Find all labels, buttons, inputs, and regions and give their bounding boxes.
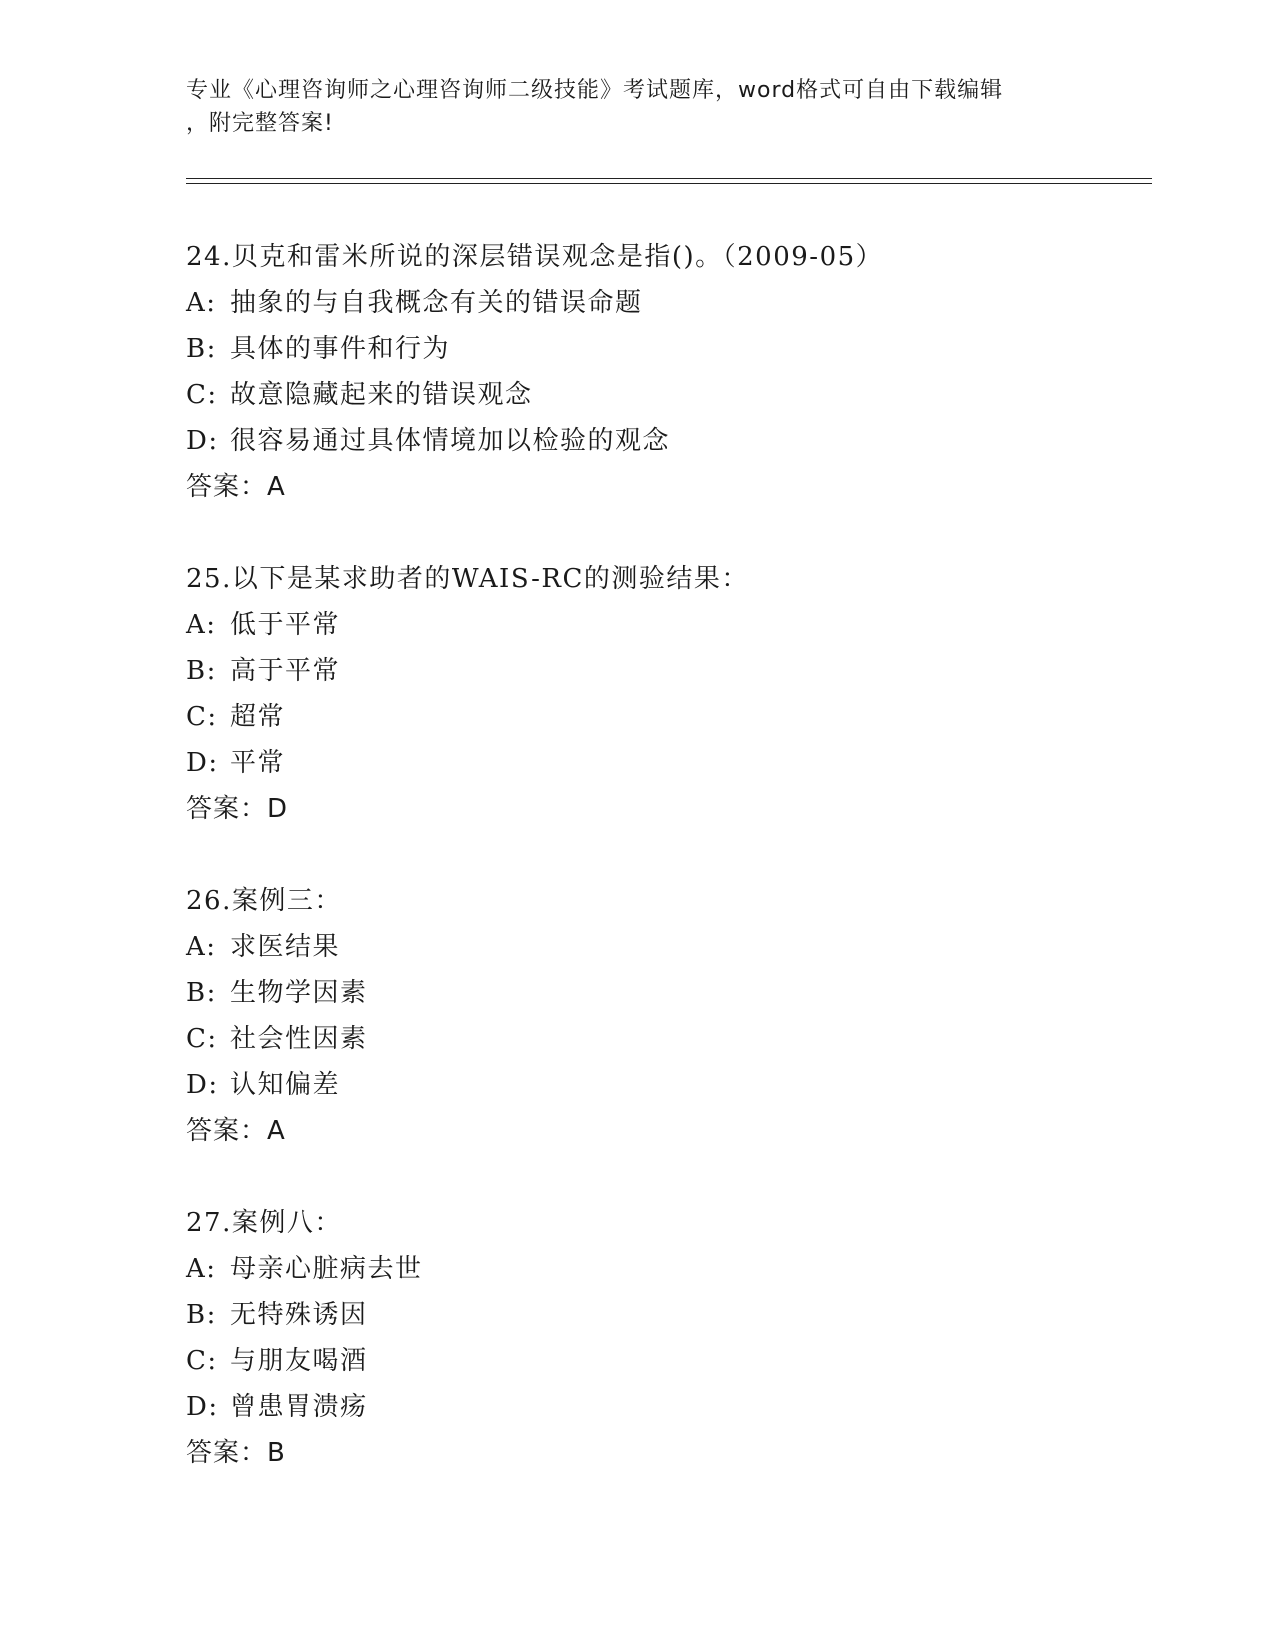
option-text: 曾患胃溃疡 <box>230 1392 368 1422</box>
option-c <box>186 1338 1146 1384</box>
option-d <box>186 1384 1146 1430</box>
question-26 <box>186 878 1146 1154</box>
question-25 <box>186 556 1146 832</box>
option-letter: D: <box>186 426 219 456</box>
option-a <box>186 1246 1146 1292</box>
option-text: 母亲心脏病去世 <box>230 1254 423 1284</box>
option-b <box>186 326 1146 372</box>
option-c <box>186 694 1146 740</box>
question-stem: 25.以下是某求助者的WAIS-RC的测验结果： <box>186 564 749 594</box>
document-header <box>186 74 1086 140</box>
header-divider-top <box>186 178 1152 179</box>
option-b <box>186 970 1146 1016</box>
option-b <box>186 1292 1146 1338</box>
header-line-2: ，附完整答案! <box>186 111 334 136</box>
answer-line: 答案：B <box>186 1438 286 1468</box>
option-d <box>186 740 1146 786</box>
option-letter: B: <box>186 978 217 1008</box>
option-letter: C: <box>186 702 218 732</box>
option-text: 超常 <box>230 702 286 732</box>
option-a <box>186 280 1146 326</box>
option-letter: D: <box>186 1070 219 1100</box>
header-divider-bottom <box>186 183 1152 184</box>
option-text: 无特殊诱因 <box>230 1300 368 1330</box>
question-stem: 27.案例八： <box>186 1208 342 1238</box>
option-letter: B: <box>186 334 217 364</box>
option-letter: D: <box>186 1392 219 1422</box>
option-d <box>186 418 1146 464</box>
option-text: 低于平常 <box>230 610 341 640</box>
option-text: 认知偏差 <box>230 1070 341 1100</box>
option-letter: A: <box>186 288 217 318</box>
option-c <box>186 1016 1146 1062</box>
option-b <box>186 648 1146 694</box>
option-c <box>186 372 1146 418</box>
option-letter: A: <box>186 932 217 962</box>
option-letter: C: <box>186 380 218 410</box>
header-line-1: 专业《心理咨询师之心理咨询师二级技能》考试题库，word格式可自由下载编辑 <box>186 78 1004 103</box>
option-letter: B: <box>186 656 217 686</box>
option-text: 很容易通过具体情境加以检验的观念 <box>230 426 671 456</box>
option-d <box>186 1062 1146 1108</box>
option-text: 社会性因素 <box>230 1024 368 1054</box>
option-text: 高于平常 <box>230 656 341 686</box>
option-text: 求医结果 <box>230 932 341 962</box>
question-list <box>186 234 1146 1522</box>
answer-line: 答案：A <box>186 1116 286 1146</box>
option-letter: D: <box>186 748 219 778</box>
option-text: 平常 <box>230 748 286 778</box>
option-a <box>186 602 1146 648</box>
option-letter: A: <box>186 610 217 640</box>
question-stem: 24.贝克和雷米所说的深层错误观念是指()。（2009-05） <box>186 242 884 272</box>
question-27 <box>186 1200 1146 1476</box>
option-letter: C: <box>186 1024 218 1054</box>
option-text: 生物学因素 <box>230 978 368 1008</box>
option-letter: C: <box>186 1346 218 1376</box>
question-24 <box>186 234 1146 510</box>
option-text: 与朋友喝酒 <box>230 1346 368 1376</box>
answer-line: 答案：D <box>186 794 289 824</box>
option-text: 抽象的与自我概念有关的错误命题 <box>230 288 643 318</box>
option-letter: A: <box>186 1254 217 1284</box>
option-a <box>186 924 1146 970</box>
question-stem: 26.案例三： <box>186 886 342 916</box>
option-letter: B: <box>186 1300 217 1330</box>
answer-line: 答案：A <box>186 472 286 502</box>
option-text: 故意隐藏起来的错误观念 <box>230 380 533 410</box>
option-text: 具体的事件和行为 <box>230 334 451 364</box>
